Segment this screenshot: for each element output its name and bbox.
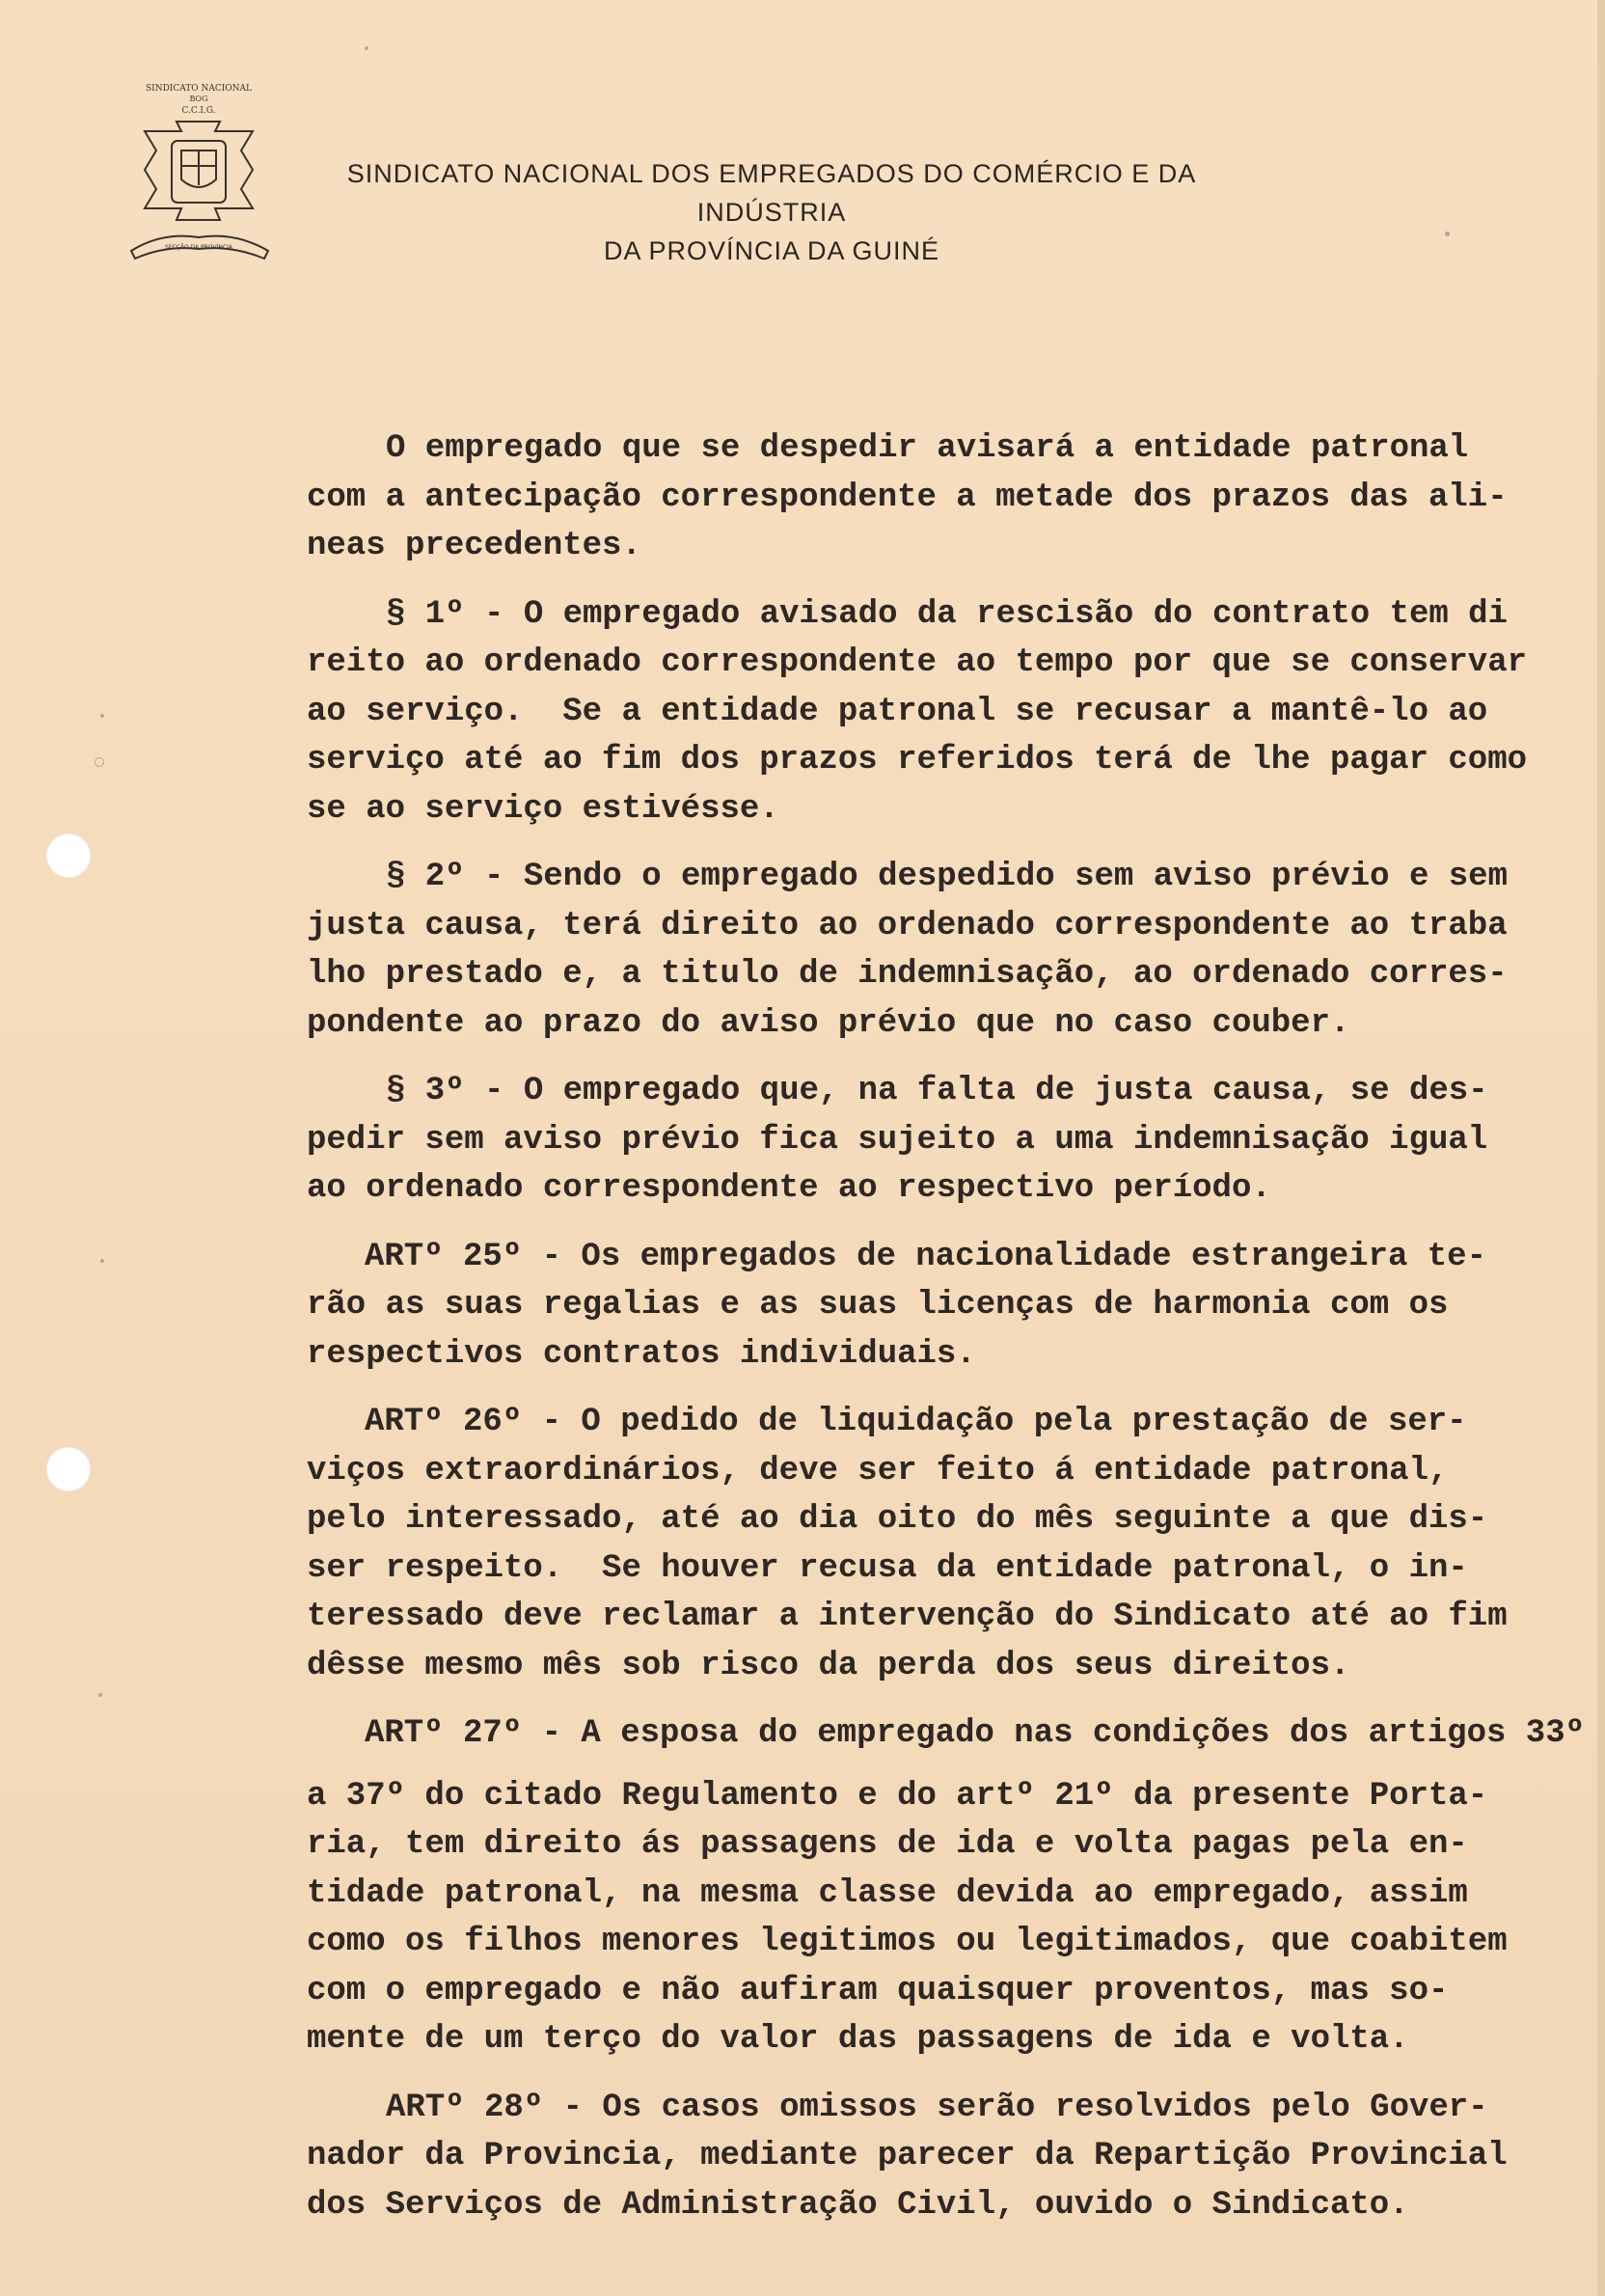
paragraph-section-3	[307, 1067, 1580, 1214]
document-body	[307, 424, 1586, 2249]
punch-hole-top	[46, 834, 91, 878]
text-line: ARTº 26º - O pedido de liquidação pela prestação de ser-	[365, 1404, 1467, 1440]
text-line: lho prestado e, a titulo de indemnisação, ao ordenado corres-	[307, 956, 1508, 993]
paragraph-art-28	[307, 2084, 1580, 2230]
emblem-ribbon-text: SECÇÃO DA PROVÍNCIA	[165, 244, 232, 251]
text-line: nador da Provincia, mediante parecer da Repartição Provincial	[307, 2138, 1508, 2174]
text-line: neas precedentes.	[307, 528, 641, 564]
text-line: O empregado que se despedir avisará a entidade patronal	[386, 430, 1469, 467]
text-line: mente de um terço do valor das passagens de ida e volta.	[307, 2021, 1409, 2058]
text-line: como os filhos menores legitimos ou legitimados, que coabitem	[307, 1924, 1508, 1960]
emblem-text-code: C.C.I.G.	[181, 106, 216, 116]
text-line: § 1º - O empregado avisado da rescisão do contrato tem di	[386, 595, 1508, 633]
text-line: § 2º - Sendo o empregado despedido sem aviso prévio e sem	[386, 859, 1508, 895]
paragraph-art-26	[307, 1398, 1580, 1690]
text-line: com a antecipação correspondente a metade dos prazos das ali-	[307, 478, 1508, 516]
text-line: pelo interessado, até ao dia oito do mês seguinte a que dis-	[307, 1501, 1488, 1538]
text-line: ria, tem direito ás passagens de ida e volta pagas pela en-	[307, 1826, 1468, 1863]
text-line: § 3º - O empregado que, na falta de justa causa, se des-	[386, 1073, 1488, 1109]
text-line: pedir sem aviso prévio fica sujeito a uma indemnisação igual	[307, 1121, 1488, 1159]
text-line: tidade patronal, na mesma classe devida ao empregado, assim	[307, 1874, 1468, 1912]
text-line: ao ordenado correspondente ao respectivo período.	[307, 1170, 1271, 1207]
text-line: rão as suas regalias e as suas licenças de harmonia com os	[307, 1287, 1449, 1324]
letterhead	[289, 154, 1254, 270]
paper-speck	[98, 1693, 102, 1697]
text-line: ser respeito. Se houver recusa da entidade patronal, o in-	[307, 1549, 1468, 1587]
text-line: pondente ao prazo do aviso prévio que no caso couber.	[307, 1004, 1350, 1042]
paragraph-section-1	[307, 590, 1580, 834]
paragraph-section-2	[307, 853, 1580, 1048]
emblem-text-mid: BOG	[189, 95, 208, 103]
text-line: viços extraordinários, deve ser feito á entidade patronal,	[307, 1452, 1449, 1490]
paper-speck	[365, 46, 368, 50]
paragraph-art-25	[307, 1233, 1580, 1380]
text-line: respectivos contratos individuais.	[307, 1335, 976, 1373]
text-line: reito ao ordenado correspondente ao tempo por que se conservar	[307, 644, 1528, 681]
text-line: ARTº 28º - Os casos omissos serão resolvidos pelo Gover-	[386, 2089, 1488, 2126]
text-line: dos Serviços de Administração Civil, ouvido o Sindicato.	[307, 2186, 1409, 2224]
paper-speck	[95, 757, 104, 767]
paper-speck	[100, 1259, 104, 1263]
text-line: se ao serviço estivésse.	[307, 790, 779, 828]
text-line: teressado deve reclamar a intervenção do Sindicato até ao fim	[307, 1599, 1508, 1635]
text-line: ARTº 25º - Os empregados de nacionalidade estrangeira te-	[365, 1238, 1486, 1275]
text-line: serviço até ao fim dos prazos referidos terá de lhe pagar como	[307, 742, 1528, 779]
emblem-text-top: SINDICATO NACIONAL	[145, 84, 253, 94]
letterhead-line-2: DA PROVÍNCIA DA GUINÉ	[603, 236, 940, 265]
paper-speck	[1445, 232, 1450, 236]
text-line: ao serviço. Se a entidade patronal se recusar a mantê-lo ao	[307, 693, 1488, 730]
text-line: dêsse mesmo mês sob risco da perda dos seus direitos.	[307, 1647, 1350, 1684]
paper-edge	[1597, 0, 1605, 2296]
paragraph-notice	[307, 424, 1580, 571]
paper-speck	[100, 714, 104, 718]
text-line: justa causa, terá direito ao ordenado correspondente ao traba	[307, 907, 1508, 944]
text-line: ARTº 27º - A esposa do empregado nas condições dos artigos 33º	[365, 1715, 1586, 1752]
paragraph-art-27	[307, 1709, 1586, 2064]
text-line: com o empregado e não aufiram quaisquer proventos, mas so-	[307, 1972, 1449, 2009]
union-emblem	[123, 75, 276, 268]
letterhead-line-1: SINDICATO NACIONAL DOS EMPREGADOS DO COMÉRCIO E DA INDÚSTRIA	[346, 159, 1197, 227]
punch-hole-bottom	[46, 1447, 91, 1491]
text-line: a 37º do citado Regulamento e do artº 21º da presente Porta-	[307, 1777, 1488, 1815]
